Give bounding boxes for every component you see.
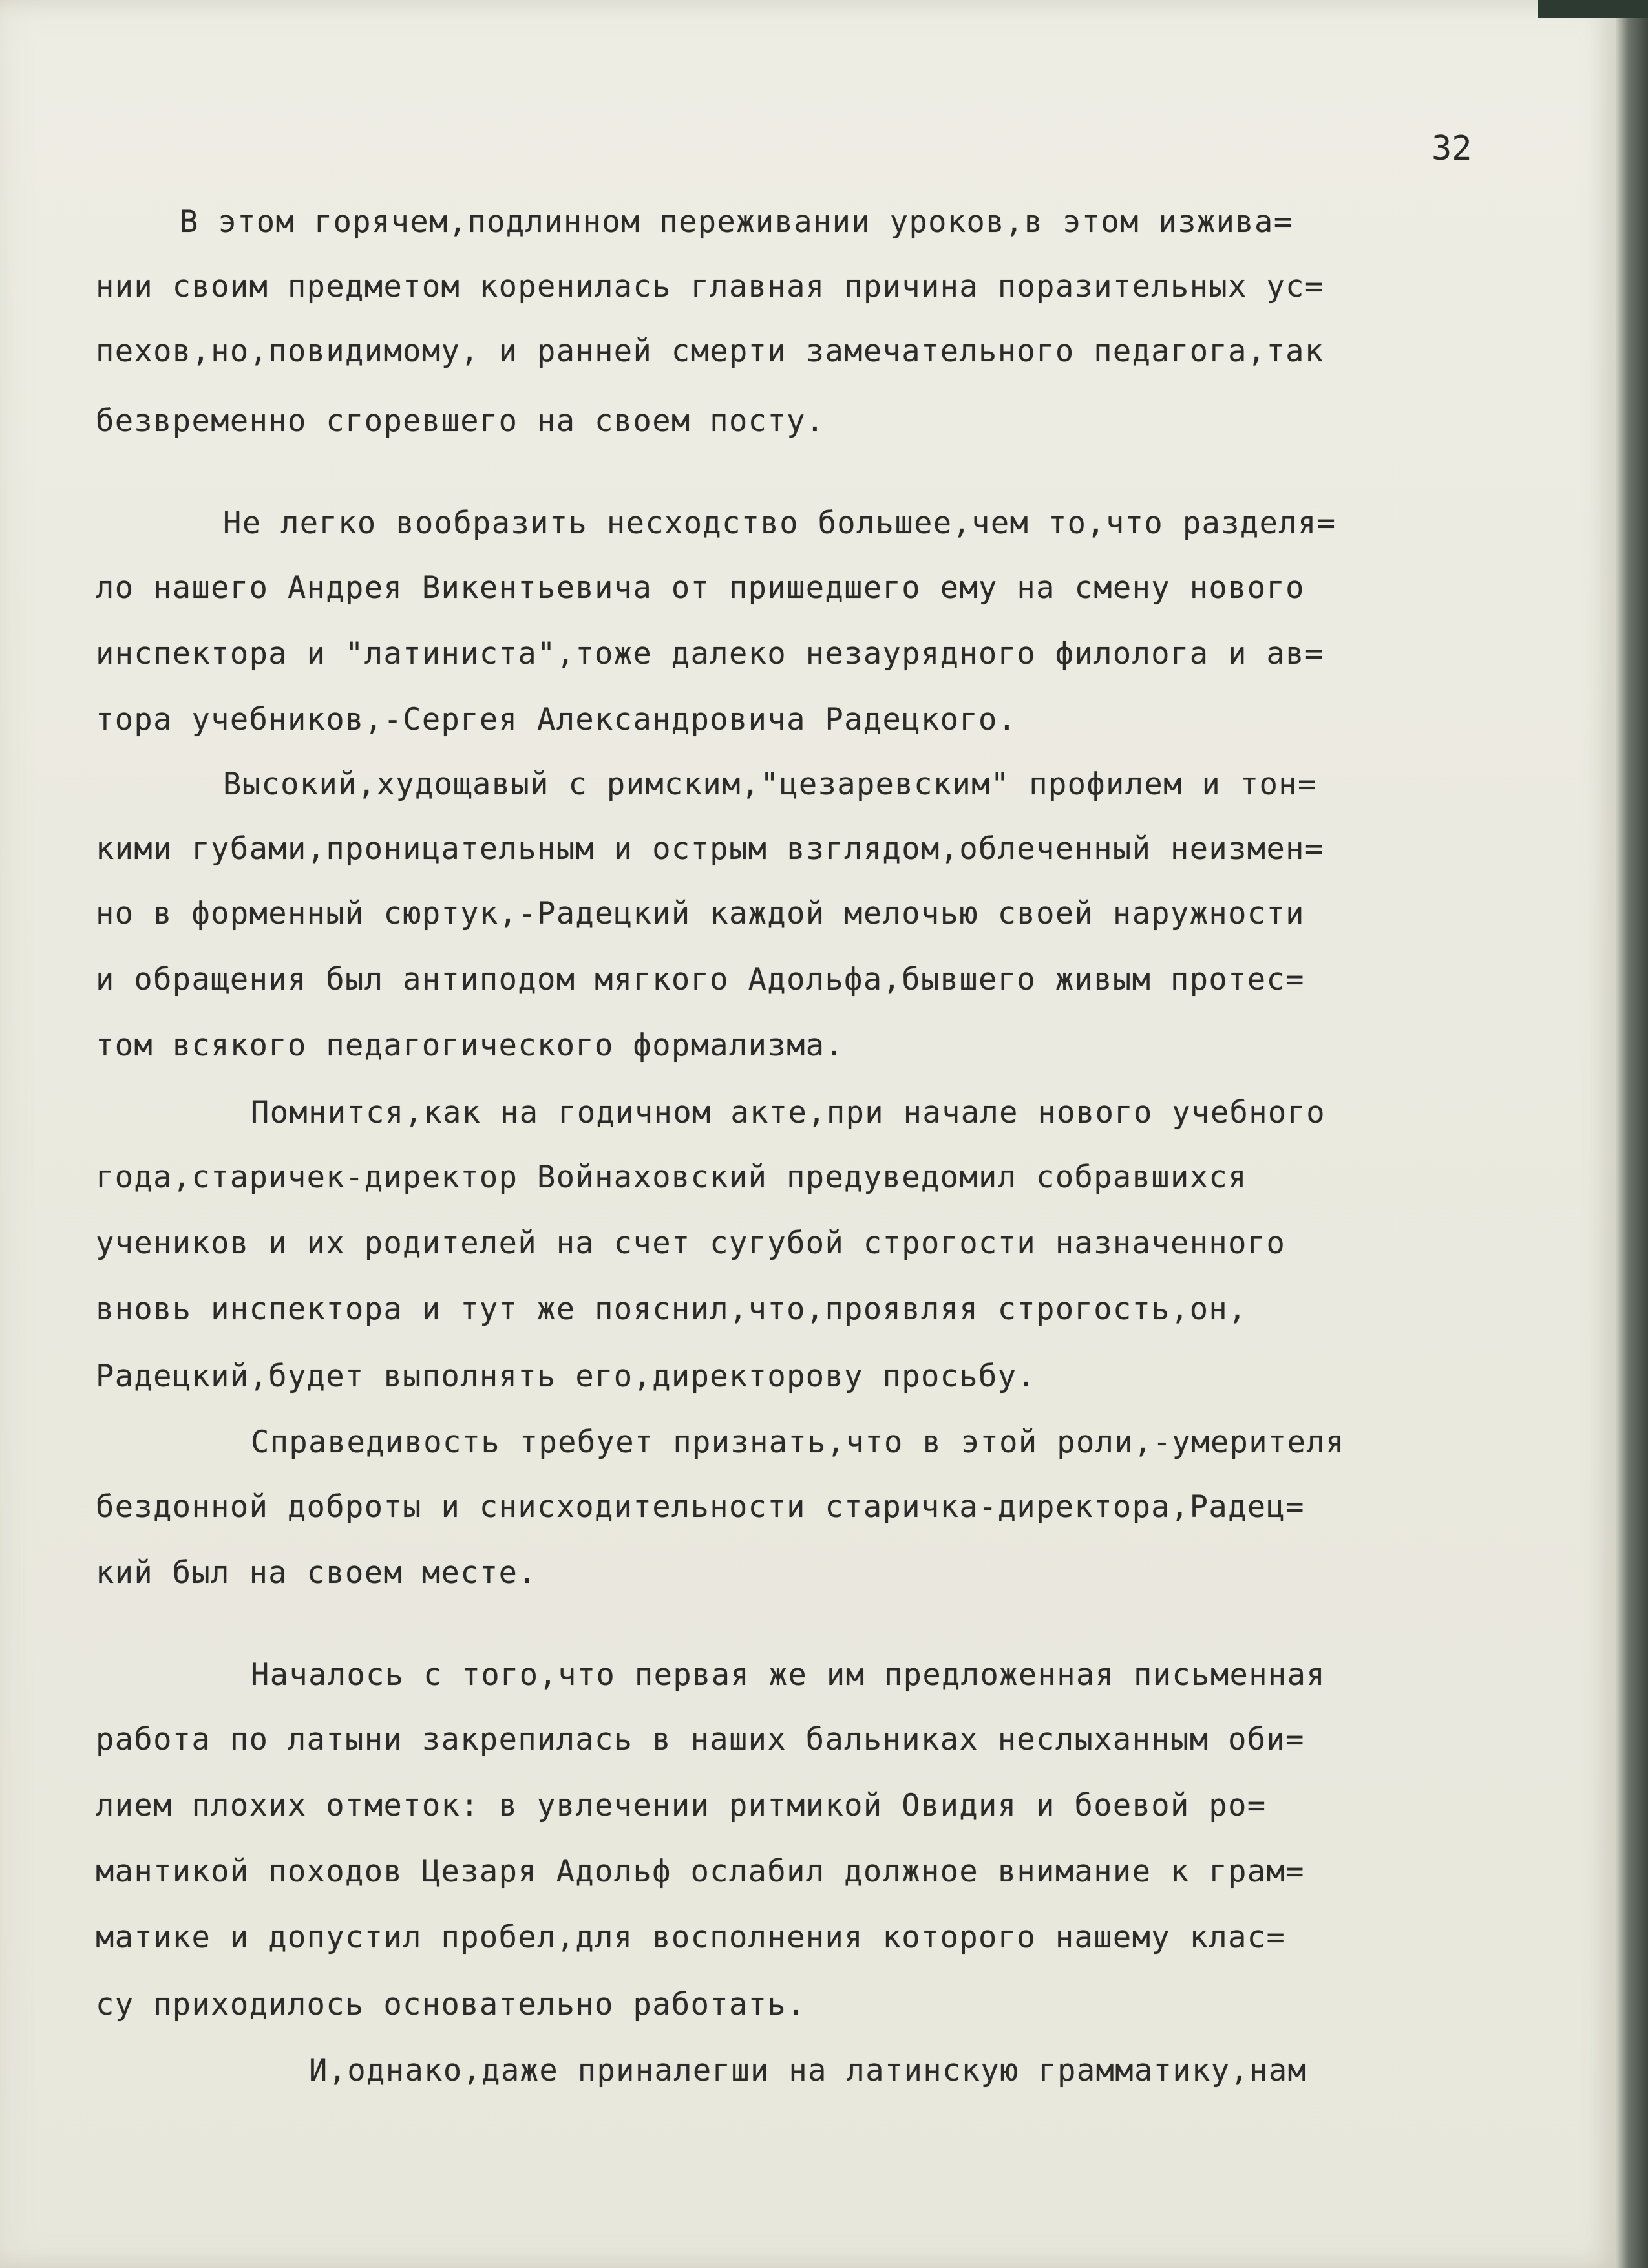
text-line: В этом горячем,подлинном переживании уроков,в этом изжива= [180,204,1293,240]
text-line: матике и допустил пробел,для восполнения которого нашему клас= [96,1920,1286,1955]
text-line: пехов,но,повидимому, и ранней смерти замечательного педагога,так [96,334,1324,369]
text-line: ло нашего Андрея Викентьевича от пришедшего ему на смену нового [96,570,1305,606]
text-line: и обращения был антиподом мягкого Адольфа,бывшего живым протес= [96,962,1305,997]
text-line: Помнится,как на годичном акте,при начале нового учебного [251,1095,1326,1130]
text-line: но в форменный сюртук,-Радецкий каждой мелочью своей наружности [96,896,1305,931]
text-line: работа по латыни закрепилась в наших бальниках неслыханным оби= [96,1722,1305,1757]
text-line: И,однако,даже приналегши на латинскую грамматику,нам [309,2053,1307,2088]
page-edge-shadow [1616,0,1648,2268]
text-line: нии своим предметом коренилась главная причина поразительных ус= [96,269,1324,304]
text-line: бездонной доброты и снисходительности старичка-директора,Радец= [96,1489,1305,1525]
text-line: лием плохих отметок: в увлечении ритмикой Овидия и боевой ро= [96,1788,1267,1823]
text-line: Радецкий,будет выполнять его,директорову просьбу. [96,1359,1037,1394]
text-line: Справедивость требует признать,что в этой роли,-умерителя [251,1425,1345,1460]
text-line: су приходилось основательно работать. [96,1987,806,2022]
text-line: вновь инспектора и тут же пояснил,что,проявляя строгость,он, [96,1291,1247,1327]
text-line: мантикой походов Цезаря Адольф ослабил должное внимание к грам= [96,1854,1305,1889]
text-line: Высокий,худощавый с римским,"цезаревским" профилем и тон= [223,767,1317,802]
text-line: года,старичек-директор Войнаховский предуведомил собравшихся [96,1160,1247,1195]
text-line: тора учебников,-Сергея Александровича Радецкого. [96,702,1017,737]
text-line: Не легко вообразить несходство большее,чем то,что разделя= [223,505,1336,541]
text-line: инспектора и "латиниста",тоже далеко незаурядного филолога и ав= [96,636,1324,672]
text-line: кими губами,проницательным и острым взглядом,облеченный неизмен= [96,831,1324,867]
text-line: кий был на своем месте. [96,1555,538,1591]
text-line: безвременно сгоревшего на своем посту. [96,403,825,439]
text-line: Началось с того,что первая же им предложенная письменная [251,1657,1326,1693]
page-number: 32 [1431,129,1472,168]
text-line: учеников и их родителей на счет сугубой строгости назначенного [96,1225,1286,1261]
text-line: том всякого педагогического формализма. [96,1028,845,1063]
background-edge [1538,0,1648,18]
